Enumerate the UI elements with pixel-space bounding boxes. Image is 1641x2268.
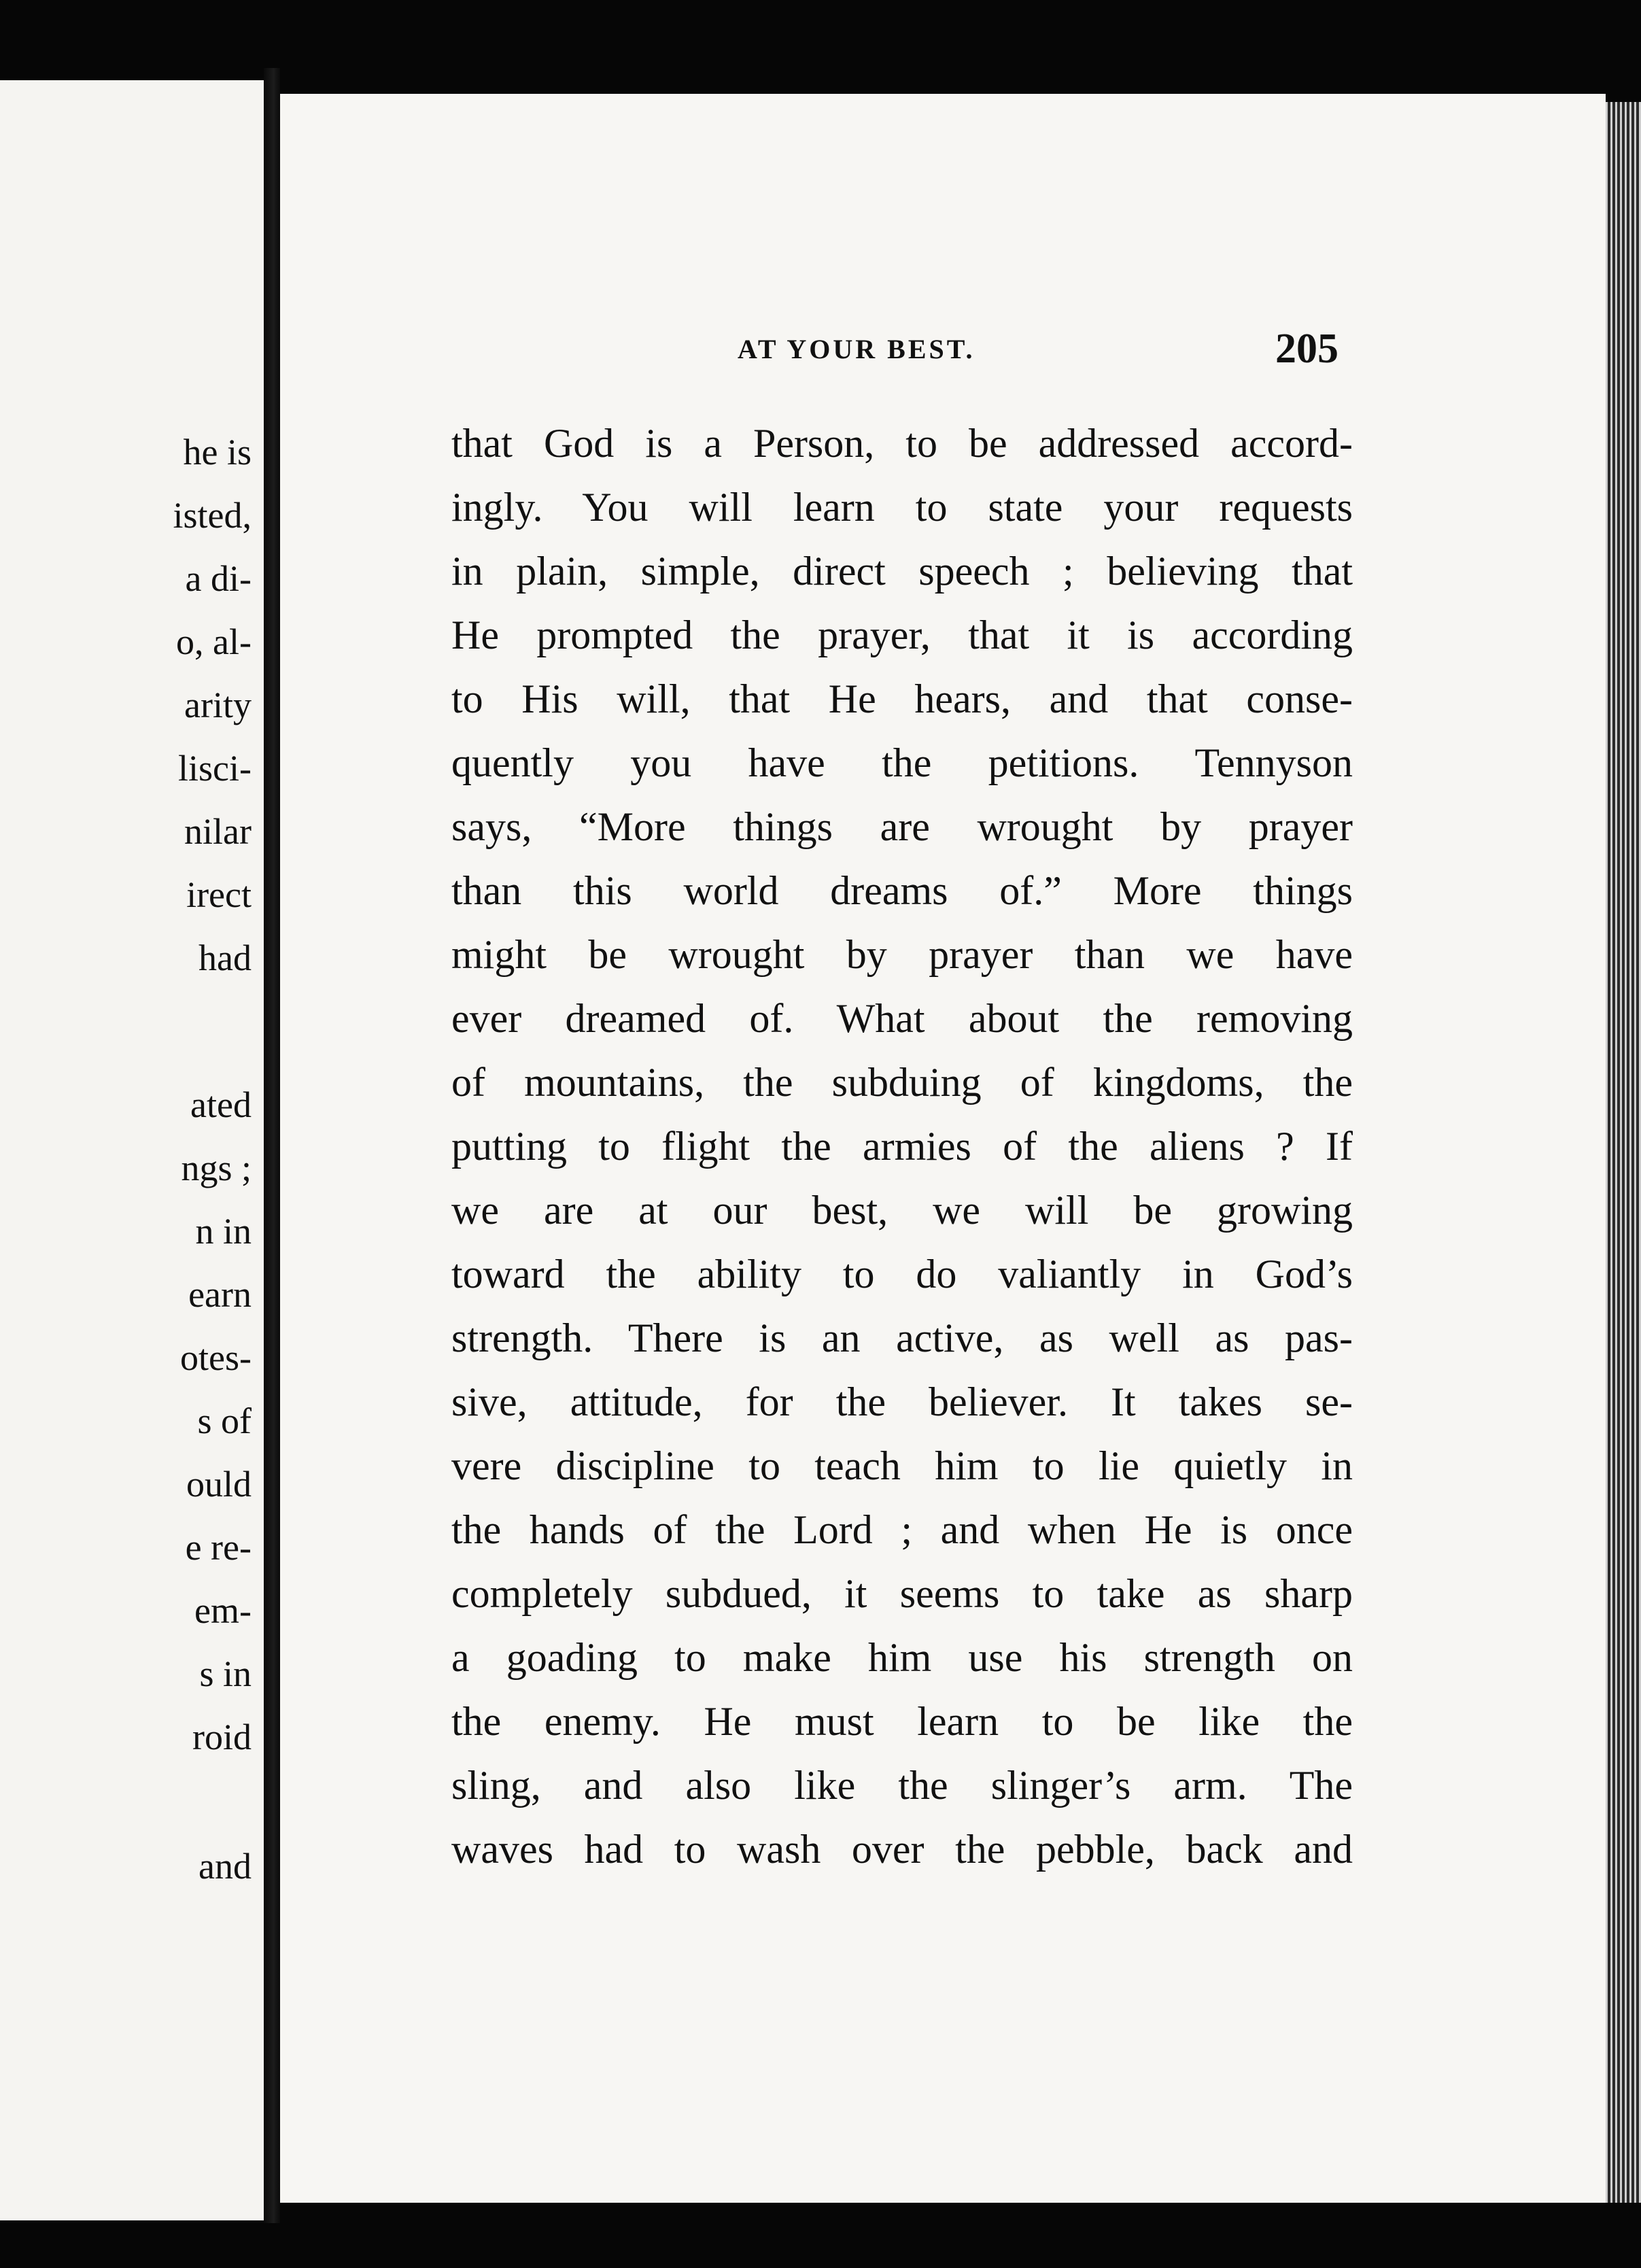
text-line: says, “More things are wrought by prayer	[451, 804, 1353, 849]
text-line: that God is a Person, to be addressed accord-	[451, 421, 1353, 466]
facing-line: n in	[195, 1211, 252, 1252]
body-text	[451, 411, 1353, 1881]
facing-line: s in	[199, 1653, 252, 1694]
text-line: of mountains, the subduing of kingdoms, the	[451, 1060, 1353, 1105]
text-line: completely subdued, it seems to take as sharp	[451, 1571, 1353, 1616]
text-line: sive, attitude, for the believer. It takes se-	[451, 1379, 1353, 1424]
facing-line: nilar	[184, 811, 252, 852]
facing-line: arity	[184, 685, 252, 725]
text-line: than this world dreams of.” More things	[451, 868, 1353, 913]
text-line: might be wrought by prayer than we have	[451, 932, 1353, 977]
facing-line: ated	[190, 1084, 252, 1125]
text-line: putting to flight the armies of the aliens ? If	[451, 1124, 1353, 1169]
text-line: waves had to wash over the pebble, back and	[451, 1827, 1353, 1872]
page-number: 205	[1275, 326, 1338, 372]
text-line: He prompted the prayer, that it is according	[451, 613, 1353, 657]
facing-page	[0, 80, 264, 2220]
facing-line: ould	[186, 1464, 252, 1505]
text-line: the hands of the Lord ; and when He is once	[451, 1507, 1353, 1552]
text-line: the enemy. He must learn to be like the	[451, 1699, 1353, 1744]
facing-line: roid	[192, 1717, 252, 1757]
text-line: strength. There is an active, as well as pas-	[451, 1316, 1353, 1360]
text-line: ever dreamed of. What about the removing	[451, 996, 1353, 1041]
facing-line: e re-	[185, 1527, 252, 1568]
book-gutter	[264, 68, 280, 2223]
facing-line: irect	[186, 874, 252, 915]
facing-line: isted,	[173, 495, 252, 536]
text-line: ingly. You will learn to state your requests	[451, 485, 1353, 530]
text-line: toward the ability to do valiantly in God’s	[451, 1252, 1353, 1296]
text-line: sling, and also like the slinger’s arm. The	[451, 1763, 1353, 1808]
text-line: to His will, that He hears, and that conse-	[451, 676, 1353, 721]
page-edges	[1606, 102, 1641, 2203]
facing-line: he is	[183, 432, 252, 472]
text-line: vere discipline to teach him to lie quietly in	[451, 1443, 1353, 1488]
facing-line: earn	[188, 1274, 252, 1315]
facing-line: a di-	[185, 558, 252, 599]
facing-line: and	[198, 1846, 252, 1887]
facing-line: s of	[197, 1401, 252, 1441]
text-line: a goading to make him use his strength on	[451, 1635, 1353, 1680]
facing-line: o, al-	[176, 621, 252, 662]
text-line: quently you have the petitions. Tennyson	[451, 740, 1353, 785]
facing-line: em-	[194, 1590, 252, 1631]
text-line: in plain, simple, direct speech ; believing that	[451, 549, 1353, 594]
text-line: we are at our best, we will be growing	[451, 1188, 1353, 1233]
facing-line: had	[198, 938, 252, 978]
facing-line: ngs ;	[181, 1148, 252, 1188]
facing-line: lisci-	[178, 748, 252, 789]
facing-line: otes-	[180, 1337, 252, 1378]
running-head: AT YOUR BEST.	[738, 334, 975, 364]
